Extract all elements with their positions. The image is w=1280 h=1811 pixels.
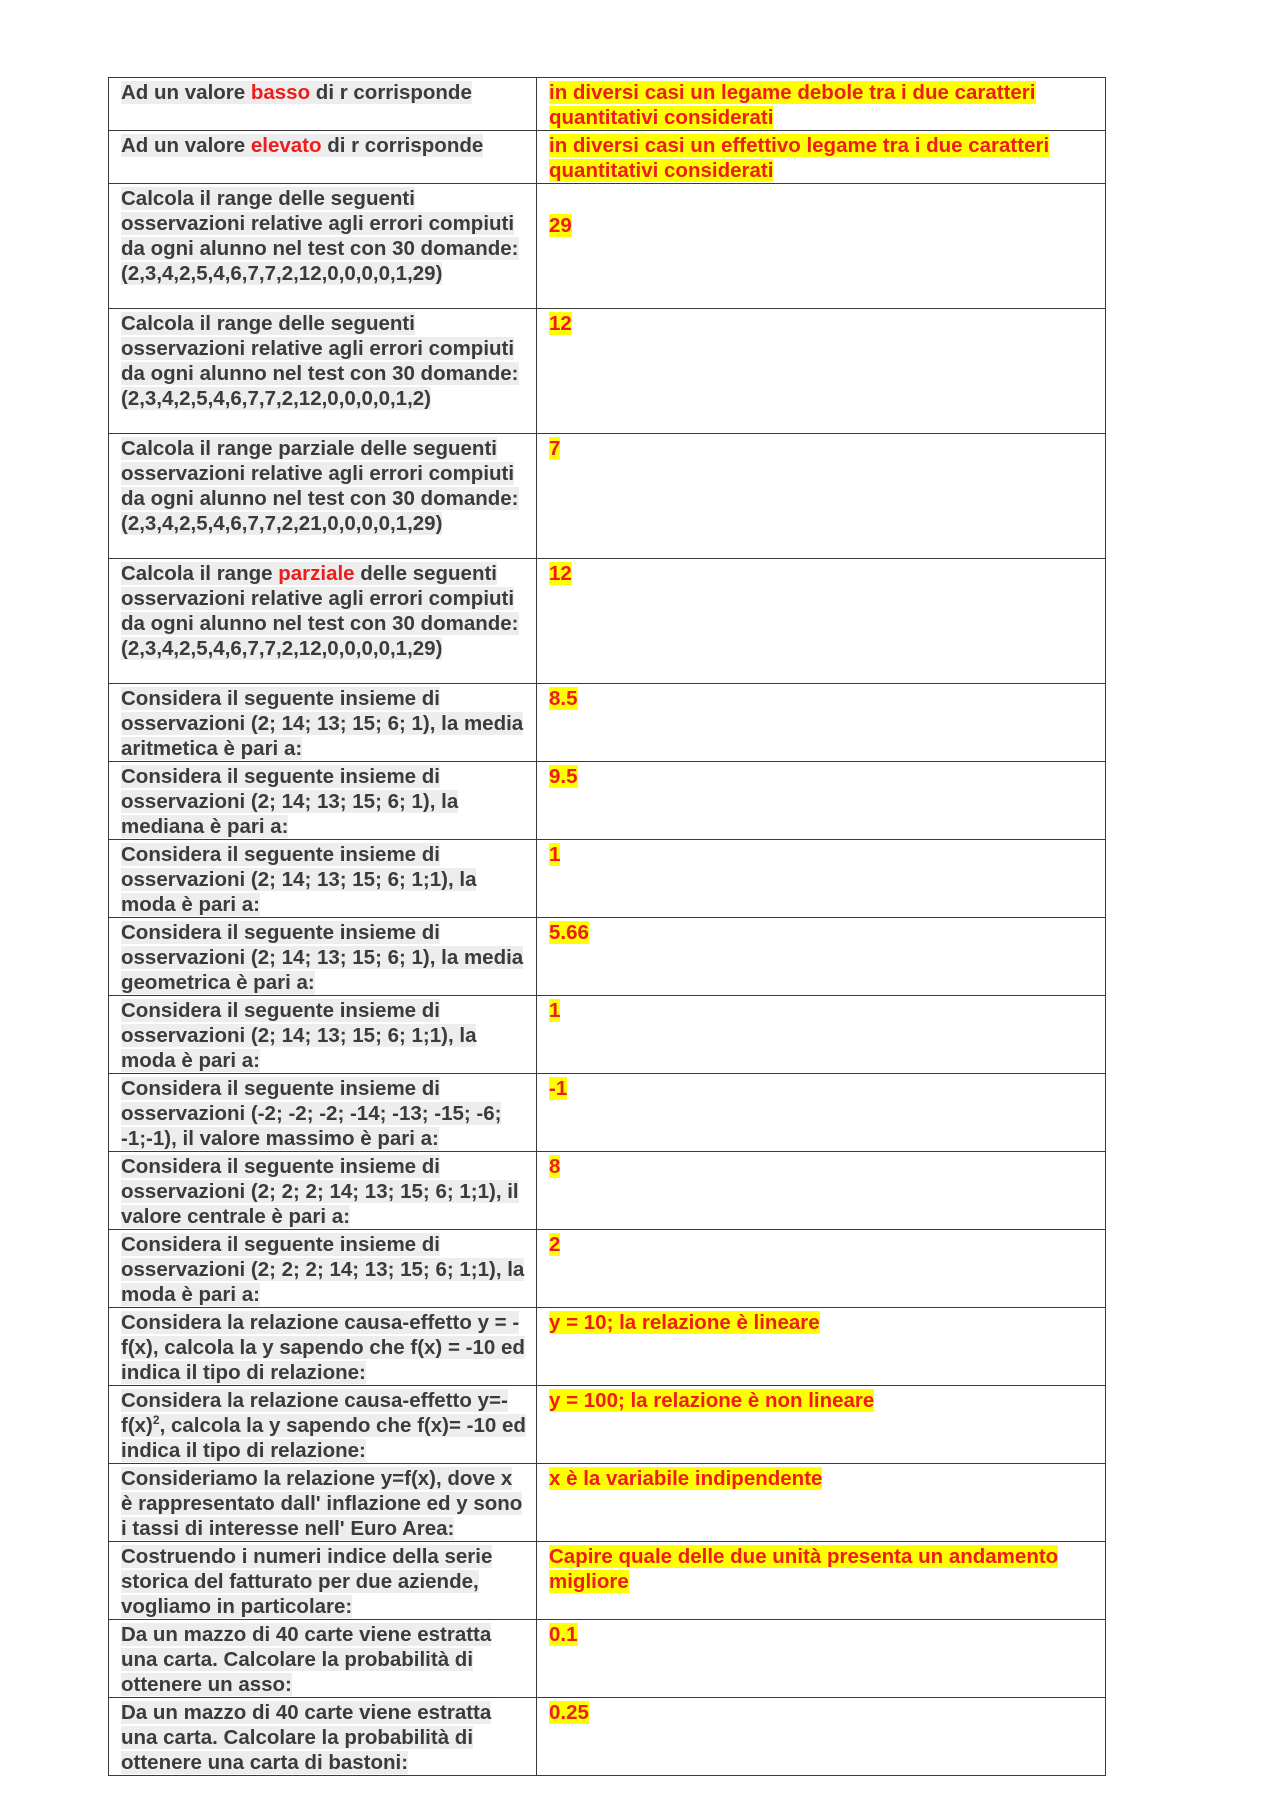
question-cell <box>109 559 537 684</box>
answer-text: 0.1 <box>549 1623 578 1646</box>
answer-text: -1 <box>549 1077 568 1100</box>
question-text: Considera il seguente insieme di osservazioni (2; 14; 13; 15; 6; 1), la media aritmetica è pari a: <box>121 687 524 760</box>
question-text: Considera il seguente insieme di osservazioni (2; 14; 13; 15; 6; 1), la mediana è pari a: <box>121 765 459 838</box>
question-text: Calcola il range parziale delle seguenti osservazioni relative agli errori compiuti da ogni alunno nel test con 30 domande: (2,3,4,2,5,4,6,7,7,2,21,0,0,0,0,1,29) <box>121 437 519 535</box>
question-text-pre: Calcola il range <box>121 562 279 585</box>
table-row <box>109 1386 1106 1464</box>
question-text: Considera il seguente insieme di osservazioni (2; 14; 13; 15; 6; 1), la media geometrica è pari a: <box>121 921 524 994</box>
answer-cell <box>537 559 1106 684</box>
question-cell <box>109 78 537 131</box>
answer-text: Capire quale delle due unità presenta un andamento migliore <box>549 1545 1059 1593</box>
table-row <box>109 840 1106 918</box>
answer-text: 7 <box>549 437 561 460</box>
table-row <box>109 1698 1106 1776</box>
answer-cell <box>537 131 1106 184</box>
answer-cell <box>537 1620 1106 1698</box>
answer-text: 12 <box>549 562 572 585</box>
table-row <box>109 309 1106 434</box>
question-cell <box>109 1542 537 1620</box>
answer-cell <box>537 918 1106 996</box>
question-text: Considera la relazione causa-effetto y = -f(x), calcola la y sapendo che f(x) = -10 ed indica il tipo di relazione: <box>121 1311 525 1384</box>
table-row <box>109 434 1106 559</box>
table-row <box>109 131 1106 184</box>
answer-text: 0.25 <box>549 1701 589 1724</box>
answer-cell <box>537 78 1106 131</box>
answer-cell <box>537 996 1106 1074</box>
question-cell <box>109 1698 537 1776</box>
question-cell <box>109 1386 537 1464</box>
answer-text: 29 <box>549 214 572 237</box>
table-row <box>109 684 1106 762</box>
question-text: Considera il seguente insieme di osservazioni (2; 2; 2; 14; 13; 15; 6; 1;1), il valore centrale è pari a: <box>121 1155 519 1228</box>
question-text-pre: Ad un valore <box>121 134 251 157</box>
answer-text: 1 <box>549 999 561 1022</box>
question-cell <box>109 918 537 996</box>
question-text: Calcola il range delle seguenti osservazioni relative agli errori compiuti da ogni alunno nel test con 30 domande: (2,3,4,2,5,4,6,7,7,2,12,0,0,0,0,1,2) <box>121 312 519 410</box>
question-cell <box>109 309 537 434</box>
question-cell <box>109 1152 537 1230</box>
answer-cell <box>537 1152 1106 1230</box>
answer-cell <box>537 1386 1106 1464</box>
question-cell <box>109 996 537 1074</box>
question-cell <box>109 1074 537 1152</box>
question-text-pre: Ad un valore <box>121 81 251 104</box>
question-cell <box>109 762 537 840</box>
table-row <box>109 1620 1106 1698</box>
table-row <box>109 1230 1106 1308</box>
answer-text: y = 10; la relazione è lineare <box>549 1311 820 1334</box>
answer-cell <box>537 1464 1106 1542</box>
question-cell <box>109 1620 537 1698</box>
question-cell <box>109 434 537 559</box>
question-highlight: parziale <box>278 562 355 585</box>
qa-table <box>108 77 1106 1776</box>
answer-cell <box>537 1308 1106 1386</box>
question-cell <box>109 840 537 918</box>
table-row <box>109 762 1106 840</box>
table-row <box>109 1074 1106 1152</box>
question-text-post: di r corrisponde <box>321 134 484 157</box>
answer-text: 1 <box>549 843 561 866</box>
table-row <box>109 559 1106 684</box>
superscript: 2 <box>152 1413 160 1428</box>
question-cell <box>109 131 537 184</box>
table-row <box>109 1152 1106 1230</box>
question-text: Considera il seguente insieme di osservazioni (2; 2; 2; 14; 13; 15; 6; 1;1), la moda è pari a: <box>121 1233 525 1306</box>
question-text-post: delle seguenti osservazioni relative agli errori compiuti da ogni alunno nel test con 30 domande: (2,3,4,2,5,4,6,7,7,2,12,0,0,0,0,1,29) <box>121 562 519 660</box>
answer-cell <box>537 840 1106 918</box>
table-row <box>109 78 1106 131</box>
answer-text: 8.5 <box>549 687 578 710</box>
answer-text: 12 <box>549 312 572 335</box>
answer-cell <box>537 1230 1106 1308</box>
question-text-post: di r corrisponde <box>310 81 472 104</box>
answer-cell <box>537 434 1106 559</box>
question-text-pre: Considera la relazione causa-effetto y=-f(x) <box>121 1389 508 1437</box>
question-text: Considera il seguente insieme di osservazioni (2; 14; 13; 15; 6; 1;1), la moda è pari a: <box>121 999 477 1072</box>
question-text: Calcola il range delle seguenti osservazioni relative agli errori compiuti da ogni alunno nel test con 30 domande: (2,3,4,2,5,4,6,7,7,2,12,0,0,0,0,1,29) <box>121 187 519 285</box>
question-text: Consideriamo la relazione y=f(x), dove x è rappresentato dall' inflazione ed y sono i tassi di interesse nell' Euro Area: <box>121 1467 523 1540</box>
answer-text: 2 <box>549 1233 561 1256</box>
question-highlight: basso <box>250 81 311 104</box>
table-row <box>109 1542 1106 1620</box>
table-row <box>109 184 1106 309</box>
question-text: Costruendo i numeri indice della serie storica del fatturato per due aziende, vogliamo in particolare: <box>121 1545 493 1618</box>
answer-cell <box>537 1698 1106 1776</box>
question-text-post: , calcola la y sapendo che f(x)= -10 ed indica il tipo di relazione: <box>121 1414 526 1462</box>
question-cell <box>109 1308 537 1386</box>
answer-text: 8 <box>549 1155 561 1178</box>
question-text: Considera il seguente insieme di osservazioni (-2; -2; -2; -14; -13; -15; -6; -1;-1), il valore massimo è pari a: <box>121 1077 502 1150</box>
table-row <box>109 918 1106 996</box>
table-row <box>109 996 1106 1074</box>
answer-cell <box>537 1074 1106 1152</box>
answer-text: in diversi casi un effettivo legame tra i due caratteri quantitativi considerati <box>549 134 1050 182</box>
question-highlight: elevato <box>250 134 322 157</box>
answer-text: in diversi casi un legame debole tra i due caratteri quantitativi considerati <box>549 81 1036 129</box>
question-cell <box>109 1230 537 1308</box>
question-text: Considera il seguente insieme di osservazioni (2; 14; 13; 15; 6; 1;1), la moda è pari a: <box>121 843 477 916</box>
answer-cell <box>537 1542 1106 1620</box>
question-text: Da un mazzo di 40 carte viene estratta una carta. Calcolare la probabilità di ottenere un asso: <box>121 1623 492 1696</box>
table-row <box>109 1308 1106 1386</box>
answer-cell <box>537 184 1106 309</box>
answer-text: 5.66 <box>549 921 589 944</box>
question-cell <box>109 684 537 762</box>
question-text: Da un mazzo di 40 carte viene estratta una carta. Calcolare la probabilità di ottenere una carta di bastoni: <box>121 1701 492 1774</box>
answer-cell <box>537 762 1106 840</box>
question-cell <box>109 1464 537 1542</box>
question-cell <box>109 184 537 309</box>
answer-cell <box>537 684 1106 762</box>
answer-text: 9.5 <box>549 765 578 788</box>
answer-text: y = 100; la relazione è non lineare <box>549 1389 875 1412</box>
answer-cell <box>537 309 1106 434</box>
table-row <box>109 1464 1106 1542</box>
answer-text: x è la variabile indipendente <box>549 1467 823 1490</box>
